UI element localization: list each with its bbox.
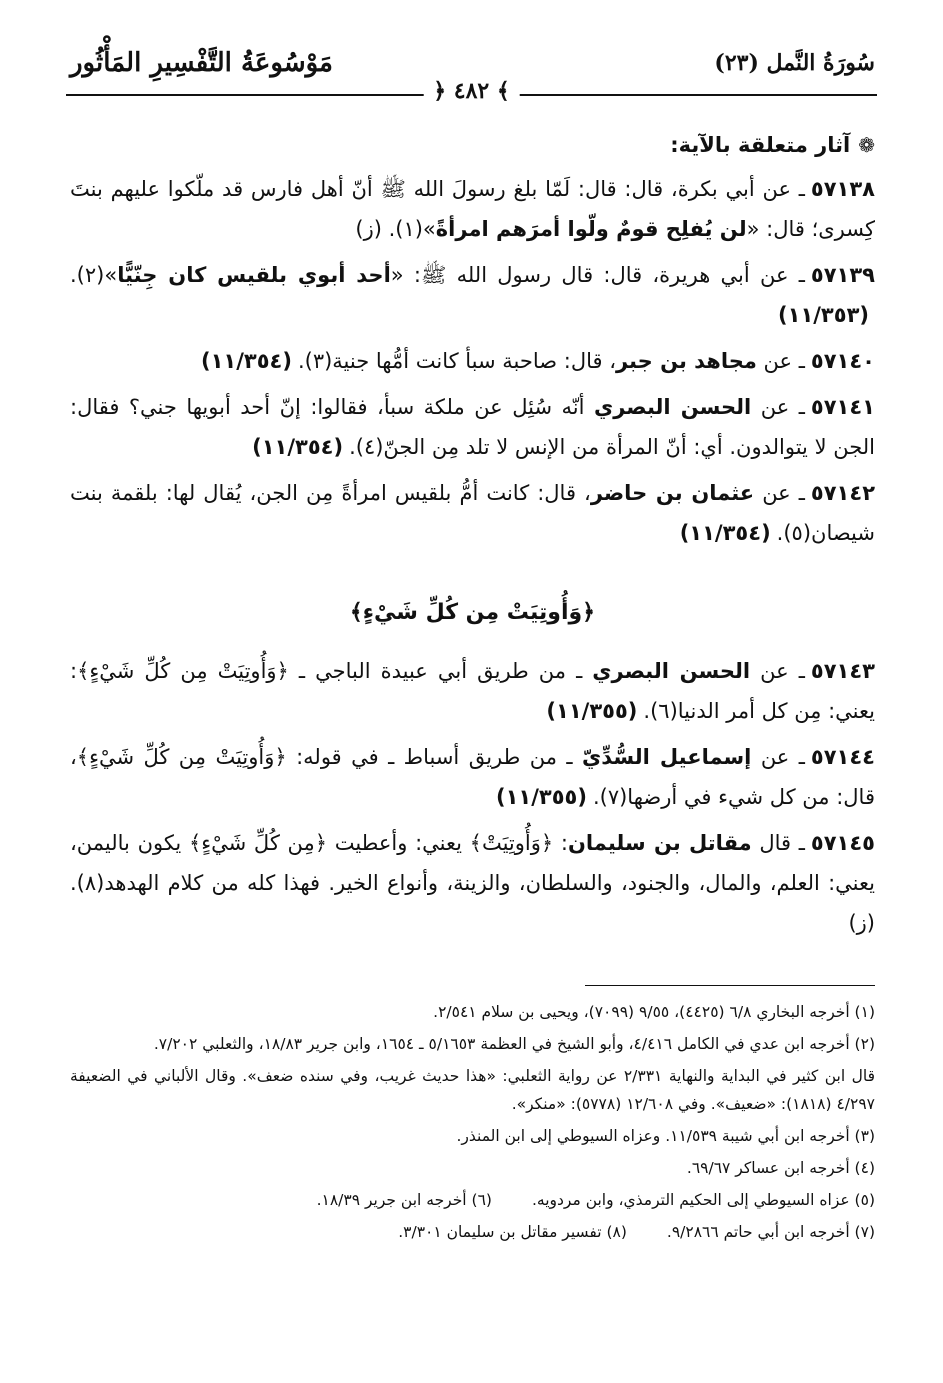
- footnote: (١) أخرجه البخاري ٦/٨ (٤٤٢٥)، ٩/٥٥ (٧٠٩٩)، ويحيى بن سلام ٢/٥٤١.: [433, 1003, 875, 1021]
- footnote: (٤) أخرجه ابن عساكر ٦٩/٦٧.: [686, 1159, 875, 1177]
- entry-text: ـ عن: [751, 745, 805, 769]
- footnote-row: [70, 1186, 875, 1214]
- entry-highlight: أحد أبوي بلقيس كان جِنّيًّا: [117, 263, 391, 287]
- book-title: مَوْسُوعَةُ التَّفْسِيرِ المَأْثُور: [70, 48, 333, 78]
- entry-text: ـ قال: [751, 831, 805, 855]
- entry-number: ٥٧١٤٥: [810, 831, 875, 855]
- athar-entry: [70, 169, 875, 249]
- entry-reference: (١١/٣٥٤): [252, 435, 344, 459]
- entry-reference: (١١/٣٥٤): [679, 521, 771, 545]
- entry-narrator: مقاتل بن سليمان: [567, 831, 752, 855]
- surah-label: سُورَةُ النَّمل (٢٣): [714, 50, 875, 76]
- entry-text: ، قال: صاحبة سبأ كانت أمُّها جنية(٣).: [297, 349, 616, 373]
- footnotes: [70, 998, 875, 1250]
- footnote-rule: [585, 985, 875, 986]
- flower-icon: ❁: [858, 133, 875, 157]
- footnote: (٥) عزاه السيوطي إلى الحكيم الترمذي، وابن مردويه.: [531, 1191, 875, 1209]
- entry-number: ٥٧١٤٠: [810, 349, 875, 373]
- entry-narrator: إسماعيل السُّدِّيّ: [582, 745, 752, 769]
- entry-narrator: الحسن البصري: [593, 395, 752, 419]
- entry-narrator: مجاهد بن جبر: [615, 349, 757, 373]
- footnote: (٧) أخرجه ابن أبي حاتم ٩/٢٨٦٦.: [666, 1223, 875, 1241]
- page-number: ﴿ ٤٨٢ ﴾: [423, 78, 520, 104]
- athar-entry: [70, 387, 875, 467]
- entry-text: ـ عن: [756, 349, 805, 373]
- verse-heading: ﴿وَأُوتِيَتْ مِن كُلِّ شَيْءٍ﴾: [349, 600, 596, 625]
- footnote: (٢) أخرجه ابن عدي في الكامل ٤/٤١٦، وأبو الشيخ في العظمة ٥/١٦٥٣ ـ ١٦٥٤، وابن جرير ١٨/٨٣، والثعلبي ٧/٢٠٢.: [153, 1035, 875, 1053]
- entry-text: ـ عن: [754, 481, 805, 505]
- entry-text: »(١). (ز): [355, 217, 436, 241]
- entry-text: ـ عن أبي بكرة، قال: قال: لَمّا بلغ رسولَ الله ﷺ أنّ أهل فارس قد ملّكوا عليهم بنتَ كِسرى؛ قال: «: [70, 177, 875, 241]
- entry-text: ـ من طريق أسباط ـ في قوله: ﴿وَأُوتِيَتْ مِن كُلِّ شَيْءٍ﴾، قال: من كل شيء في أرضها(٧).: [70, 745, 875, 809]
- entry-reference: (١١/٣٥٥): [546, 699, 638, 723]
- entry-narrator: عثمان بن حاضر: [590, 481, 755, 505]
- athar-entry: [70, 473, 875, 553]
- footnote: (٨) تفسير مقاتل بن سليمان ٣/٣٠١.: [398, 1223, 627, 1241]
- footnote-row: [70, 1218, 875, 1246]
- entry-number: ٥٧١٤٢: [810, 481, 876, 505]
- entry-reference: (١١/٣٥٣): [778, 303, 869, 327]
- entry-text: ، قال: كانت أمُّ بلقيس امرأةً مِن الجن، يُقال لها: بلقمة بنت شيصان(٥).: [70, 481, 875, 545]
- entry-text: أنّه سُئِل عن ملكة سبأ، فقالوا: إنّ أحد أبويها جني؟ فقال: الجن لا يتوالدون. أي: أنّ المرأة من الإنس لا تلد مِن الجنّ(٤).: [70, 395, 875, 459]
- section-heading-text: آثار متعلقة بالآية:: [670, 133, 851, 157]
- entry-text: ـ عن: [750, 659, 805, 683]
- footnote-note: قال ابن كثير في البداية والنهاية ٢/٣٣١ عن رواية الثعلبي: «هذا حديث غريب، وفي سنده ضعف». وقال الألباني في الضعيفة ٤/٢٩٧ (١٨١٨): «ضعيف». وفي ١٢/٦٠٨ (٥٧٧٨): «منكر».: [70, 1067, 875, 1113]
- athar-entry: [70, 823, 875, 943]
- athar-entry: [70, 651, 875, 731]
- footnote: (٣) أخرجه ابن أبي شيبة ١١/٥٣٩. وعزاه السيوطي إلى ابن المنذر.: [456, 1127, 875, 1145]
- entry-text: ـ عن: [751, 395, 805, 419]
- entry-number: ٥٧١٤٤: [810, 745, 875, 769]
- entry-text: : ﴿وَأُوتِيَتْ﴾ يعني: وأعطيت ﴿مِن كُلِّ شَيْءٍ﴾ يكون باليمن، يعني: العلم، والمال، والجنود، والسلطان، والزينة، وأنواع الخير. فهذا كله من كلام الهدهد(٨). (ز): [70, 831, 875, 935]
- entry-number: ٥٧١٤٣: [810, 659, 875, 683]
- athar-entry: [70, 341, 875, 381]
- main-content: [70, 125, 875, 949]
- entry-number: ٥٧١٣٩: [810, 263, 875, 287]
- entry-number: ٥٧١٤١: [810, 395, 875, 419]
- entry-text: ـ عن أبي هريرة، قال: قال رسول الله ﷺ: «: [390, 263, 805, 287]
- entry-narrator: الحسن البصري: [592, 659, 751, 683]
- entry-number: ٥٧١٣٨: [810, 177, 875, 201]
- section-heading: [70, 125, 875, 165]
- entry-highlight: لن يُفلِح قومٌ ولّوا أمرَهم امرأةً: [435, 217, 747, 241]
- footnote: (٦) أخرجه ابن جرير ١٨/٣٩.: [316, 1191, 492, 1209]
- entry-reference: (١١/٣٥٥): [495, 785, 587, 809]
- entry-reference: (١١/٣٥٤): [200, 349, 292, 373]
- athar-entry: [70, 255, 875, 335]
- entry-text: »(٢).: [70, 263, 118, 287]
- entry-text: ـ من طريق أبي عبيدة الباجي ـ ﴿وَأُوتِيَتْ مِن كُلِّ شَيْءٍ﴾: يعني: مِن كل أمر الدنيا(٦).: [70, 659, 875, 723]
- athar-entry: [70, 737, 875, 817]
